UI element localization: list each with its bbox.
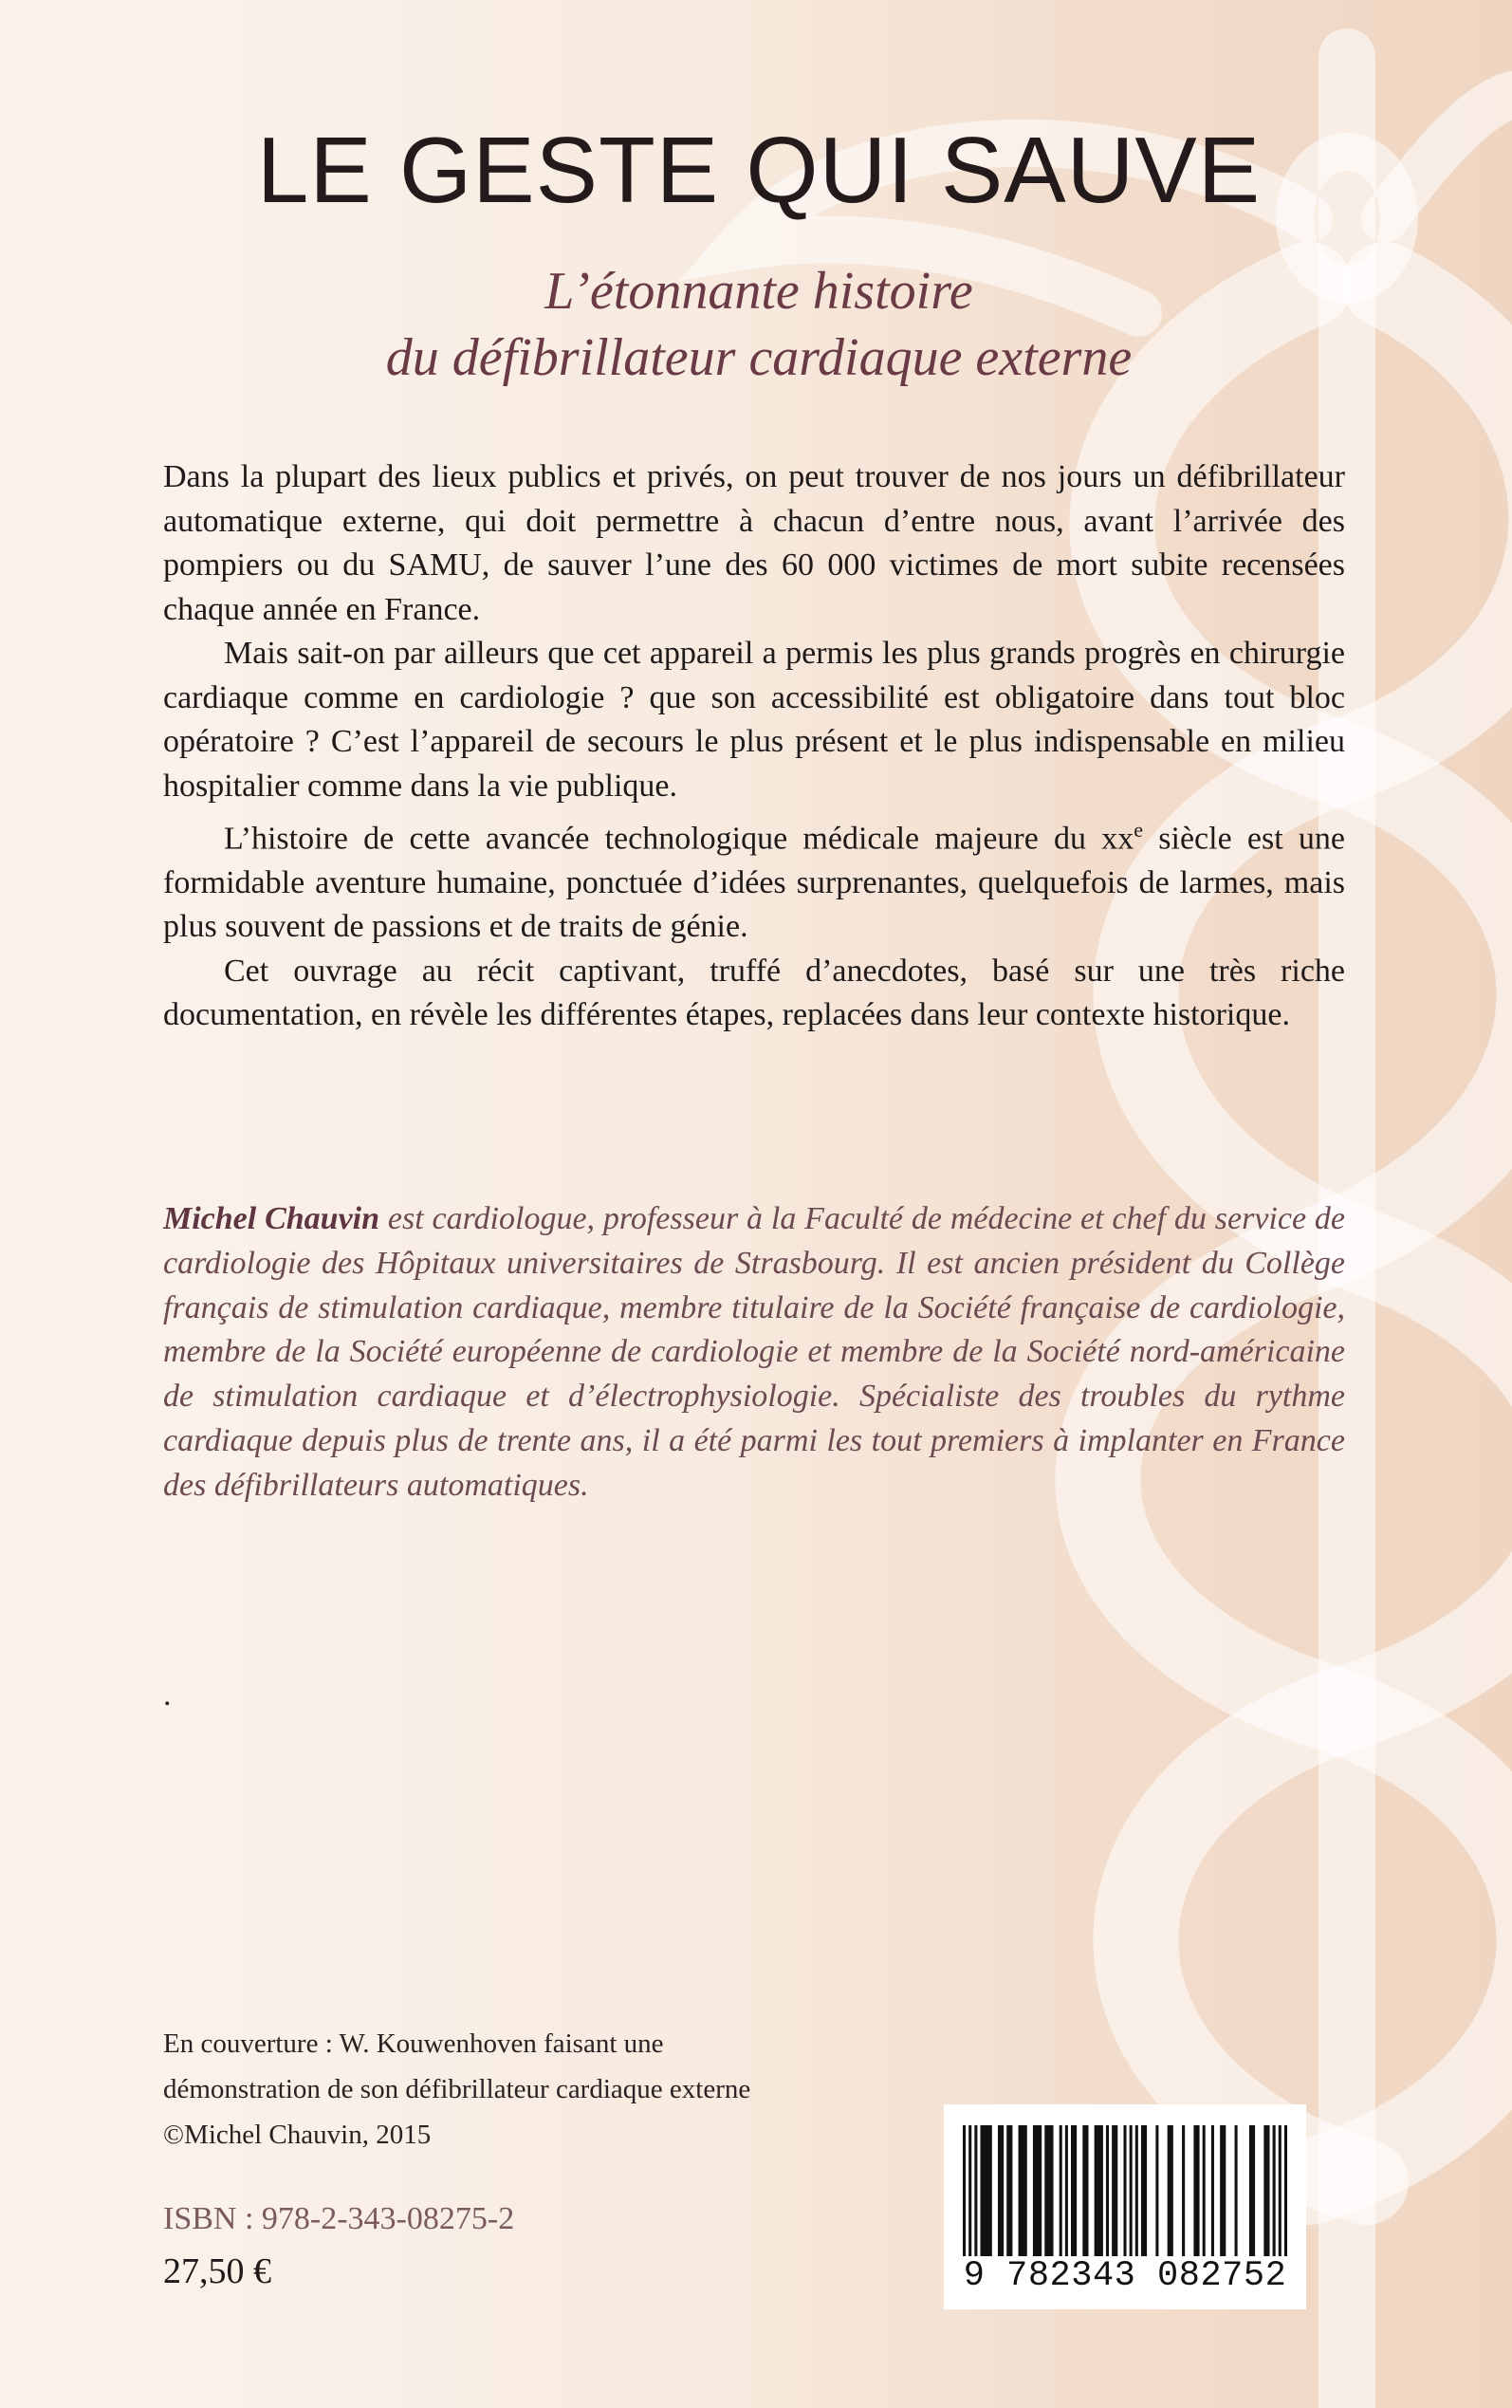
barcode-bars-icon (963, 2125, 1287, 2256)
barcode-bar (1220, 2125, 1226, 2256)
credits-line-1: En couverture : W. Kouwenhoven faisant une (163, 2028, 664, 2059)
barcode-bar (1006, 2125, 1012, 2256)
copyright-line: ©Michel Chauvin, 2015 (163, 2120, 432, 2150)
author-name: Michel Chauvin (163, 1201, 380, 1236)
barcode-bar (1249, 2125, 1255, 2256)
barcode-bar (1203, 2125, 1206, 2256)
barcode-bar (1135, 2125, 1138, 2256)
barcode-bar (1033, 2125, 1042, 2256)
barcode-bar (1130, 2125, 1133, 2256)
author-bio-text: est cardiologue, professeur à la Faculté de médecine et chef du service de cardiologie des Hôpitaux universitaires de Strasbourg. Il est ancien président du Collège français de stimulation cardiaque, membre titulaire de la Société française de cardiologie, membre de la Société européenne de cardiologie et membre de la Société nord-américaine de stimulation cardiaque et d’électrophysiologie. Spécialiste des troubles du rythme cardiaque depuis plus de trente ans, il a été parmi les tout premiers à implanter en France des défibrillateurs automatiques. (163, 1201, 1345, 1503)
barcode-bar (1112, 2125, 1117, 2256)
barcode-bar (1235, 2125, 1238, 2256)
barcode-bar (1044, 2125, 1053, 2256)
book-title: LE GESTE QUI SAUVE (256, 118, 1262, 222)
blurb-paragraph-3 (163, 808, 1345, 950)
barcode-bar (998, 2125, 1004, 2256)
barcode-bar (1168, 2125, 1173, 2256)
blurb-paragraph-4: Cet ouvrage au récit captivant, truffé d’anecdotes, basé sur une très riche documentation, en révèle les différentes étapes, replacées dans leur contexte historique. (163, 953, 1345, 1033)
cover-credits (163, 2021, 884, 2158)
barcode-bar (1106, 2125, 1109, 2256)
book-subtitle (161, 258, 1356, 391)
credits-line-2: démonstration de son défibrillateur cardiaque externe (163, 2074, 751, 2104)
blurb-paragraph-3-start: L’histoire de cette avancée technologique médicale majeure du xx (224, 821, 1134, 857)
barcode-bar (1019, 2125, 1027, 2256)
blurb-paragraph-3-end: siècle est une formidable aventure humaine, ponctuée d’idées surprenantes, quelquefois de larmes, mais plus souvent de passions et de traits de génie. (163, 821, 1346, 945)
barcode-bar (1193, 2125, 1199, 2256)
barcode-bar (1123, 2125, 1126, 2256)
century-superscript: e (1134, 818, 1144, 842)
author-bio (163, 1197, 1345, 1509)
barcode-bar (1065, 2125, 1068, 2256)
blurb (163, 455, 1345, 1038)
barcode-bar (1263, 2125, 1269, 2256)
barcode-bar (980, 2125, 991, 2256)
barcode-bar (1155, 2125, 1158, 2256)
barcode-bar (1141, 2125, 1147, 2256)
barcode-bar (968, 2125, 971, 2256)
isbn: ISBN : 978-2-343-08275-2 (163, 2201, 515, 2236)
barcode-bar (1284, 2125, 1287, 2256)
barcode-bar (1182, 2125, 1185, 2256)
barcode-bar (1211, 2125, 1214, 2256)
barcode-bar (974, 2125, 977, 2256)
barcode-bar (1279, 2125, 1282, 2256)
price: 27,50 € (163, 2251, 271, 2291)
barcode-bar (1082, 2125, 1088, 2256)
barcode (944, 2104, 1306, 2309)
stray-dot: . (163, 1677, 172, 1713)
blurb-paragraph-1: Dans la plupart des lieux publics et privés, on peut trouver de nos jours un défibrillateur automatique externe, qui doit permettre à chacun d’entre nous, avant l’arrivée des pompiers ou du SAMU, de sauver l’une des 60 000 victimes de mort subite recensées chaque année en France. (163, 459, 1345, 627)
barcode-bar (1071, 2125, 1077, 2256)
barcode-digits: 9 782343 082752 (963, 2256, 1287, 2296)
barcode-bar (1273, 2125, 1276, 2256)
barcode-bar (1060, 2125, 1062, 2256)
blurb-paragraph-2: Mais sait-on par ailleurs que cet appareil a permis les plus grands progrès en chirurgie cardiaque comme en cardiologie ? que son accessibilité est obligatoire dans tout bloc opératoire ? C’est l’appareil de secours le plus présent et le plus indispensable en milieu hospitalier comme dans la vie publique. (163, 636, 1345, 804)
subtitle-line-2: du défibrillateur cardiaque externe (385, 328, 1133, 387)
barcode-bar (963, 2125, 966, 2256)
barcode-bar (1095, 2125, 1103, 2256)
subtitle-line-1: L’étonnante histoire (544, 262, 973, 321)
